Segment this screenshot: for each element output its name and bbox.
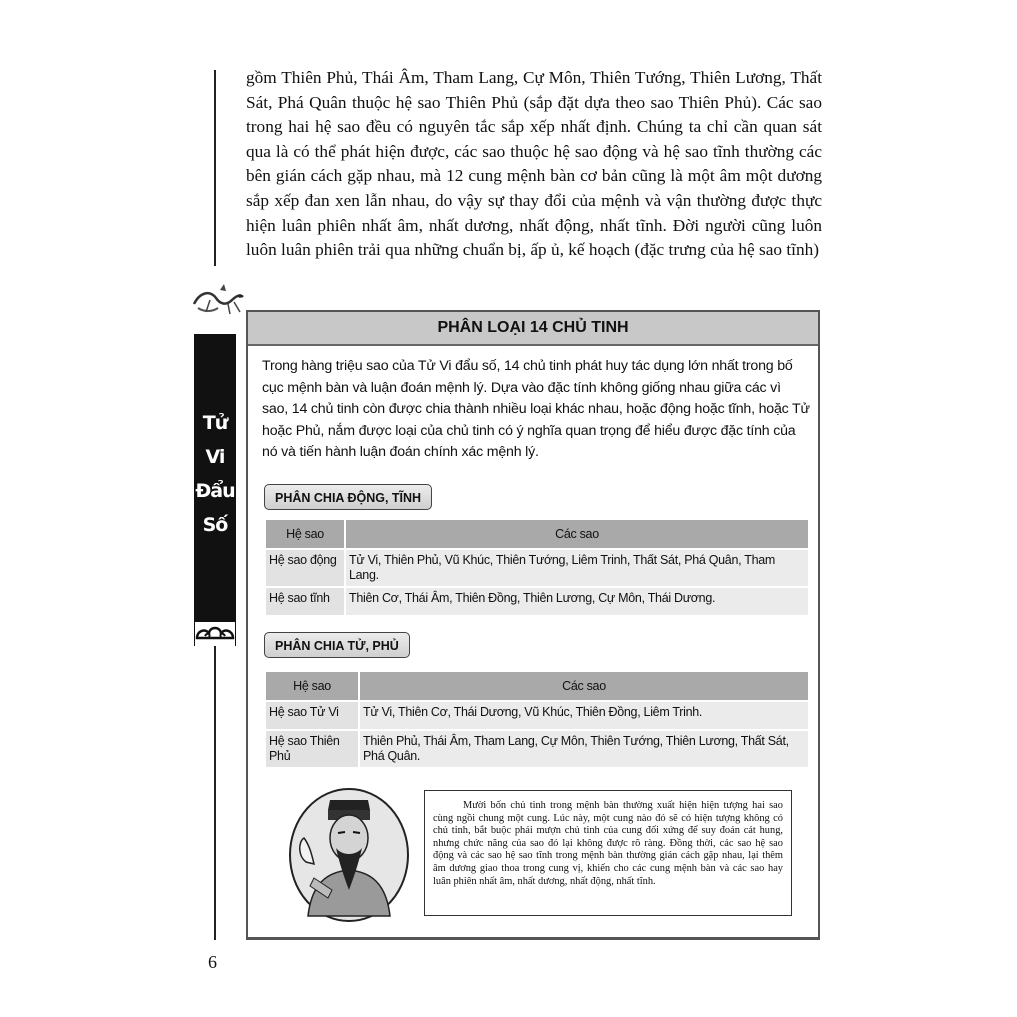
table-cell: Hệ sao Tử Vi xyxy=(265,701,359,730)
section-heading-dong-tinh: PHÂN CHIA ĐỘNG, TĨNH xyxy=(264,484,432,510)
column-header: Hệ sao xyxy=(265,519,345,549)
table-cell: Hệ sao tĩnh xyxy=(265,587,345,616)
table-row xyxy=(265,701,809,730)
column-header: Hệ sao xyxy=(265,671,359,701)
table-cell: Hệ sao động xyxy=(265,549,345,587)
side-tab-line: Tử xyxy=(202,412,228,434)
table-dong-tinh xyxy=(264,518,810,617)
table-row xyxy=(265,549,809,587)
column-header: Các sao xyxy=(345,519,809,549)
side-tab-line: Số xyxy=(202,514,228,536)
table-cell: Tử Vi, Thiên Cơ, Thái Dương, Vũ Khúc, Thiên Đồng, Liêm Trinh. xyxy=(359,701,809,730)
dragon-ornament-icon xyxy=(190,282,246,322)
cloud-ornament-icon xyxy=(195,622,235,646)
table-cell: Hệ sao Thiên Phủ xyxy=(265,730,359,768)
table-cell: Tử Vi, Thiên Phủ, Vũ Khúc, Thiên Tướng, Liêm Trinh, Thất Sát, Phá Quân, Tham Lang. xyxy=(345,549,809,587)
side-tab xyxy=(194,334,236,646)
intro-text: Trong hàng triệu sao của Tử Vi đẩu số, 14 chủ tinh phát huy tác dụng lớn nhất trong bố cục mệnh bàn và luận đoán mệnh lý. Dựa vào đặc tính không giống nhau giữa các vì sao, 14 chủ tinh còn được chia thành nhiều loại khác nhau, hoặc động hoặc tĩnh, hoặc Tử hoặc Phủ, nắm được loại của chủ tinh có ý nghĩa quan trọng để hiểu được đặc tính của nó và tiến hành luận đoán chính xác mệnh lý. xyxy=(262,358,810,460)
note-box xyxy=(424,790,792,916)
box-intro xyxy=(262,356,810,464)
scholar-portrait-icon xyxy=(288,786,410,924)
note-text: Mười bốn chủ tinh trong mệnh bàn thường xuất hiện hiện tượng hai sao cùng ngồi chung một cung. Lúc này, một cung nào đó sẽ có hiện tượng không có chủ tinh, bắt buộc phải mượn chủ tinh của cung đối xứng để suy đoán cát hung, nhưng chức năng của sao đó lại không được rõ ràng. Đồng thời, các sao hệ sao động và các sao hệ sao tĩnh trong mệnh bàn thường gián cách gặp nhau, lại thêm âm dương giao thoa trong cung vị, khiến cho các cung mệnh bàn và các sao hay luân phiên nhất âm, nhất dương, nhất động, nhất tĩnh. xyxy=(433,800,783,887)
section-heading-tu-phu: PHÂN CHIA TỬ, PHỦ xyxy=(264,632,410,658)
table-cell: Thiên Cơ, Thái Âm, Thiên Đồng, Thiên Lương, Cự Môn, Thái Dương. xyxy=(345,587,809,616)
margin-rule-top xyxy=(214,70,216,266)
side-tab-line: Vi xyxy=(205,446,225,468)
table-cell: Thiên Phủ, Thái Âm, Tham Lang, Cự Môn, Thiên Tướng, Thiên Lương, Thất Sát, Phá Quân. xyxy=(359,730,809,768)
margin-rule-bottom xyxy=(214,646,216,940)
table-row xyxy=(265,587,809,616)
page-number: 6 xyxy=(208,952,217,972)
side-tab-line: Đẩu xyxy=(195,480,235,502)
table-tu-phu xyxy=(264,670,810,769)
body-text: gồm Thiên Phủ, Thái Âm, Tham Lang, Cự Môn, Thiên Tướng, Thiên Lương, Thất Sát, Phá Quân thuộc hệ sao Thiên Phủ (sắp đặt dựa theo sao Thiên Phủ). Các sao trong hai hệ sao đều có nguyên tắc sắp xếp nhất định. Chúng ta chỉ cần quan sát qua là có thể phát hiện được, các sao thuộc hệ sao động và hệ sao tĩnh thường các bên gián cách gặp nhau, mà 12 cung mệnh bàn cơ bản cũng là một âm một dương sắp xếp đan xen lẫn nhau, do vậy sự thay đổi của mệnh và vận thường được thực hiện luân phiên nhất âm, nhất dương, nhất động, nhất tĩnh. Đời người cũng luôn luôn luân phiên trải qua những chuẩn bị, ấp ủ, kế hoạch (đặc trưng của hệ sao tĩnh) xyxy=(246,68,822,260)
box-title: PHÂN LOẠI 14 CHỦ TINH xyxy=(248,312,818,346)
table-row xyxy=(265,730,809,768)
body-paragraph xyxy=(246,66,822,263)
info-box xyxy=(246,310,820,940)
column-header: Các sao xyxy=(359,671,809,701)
